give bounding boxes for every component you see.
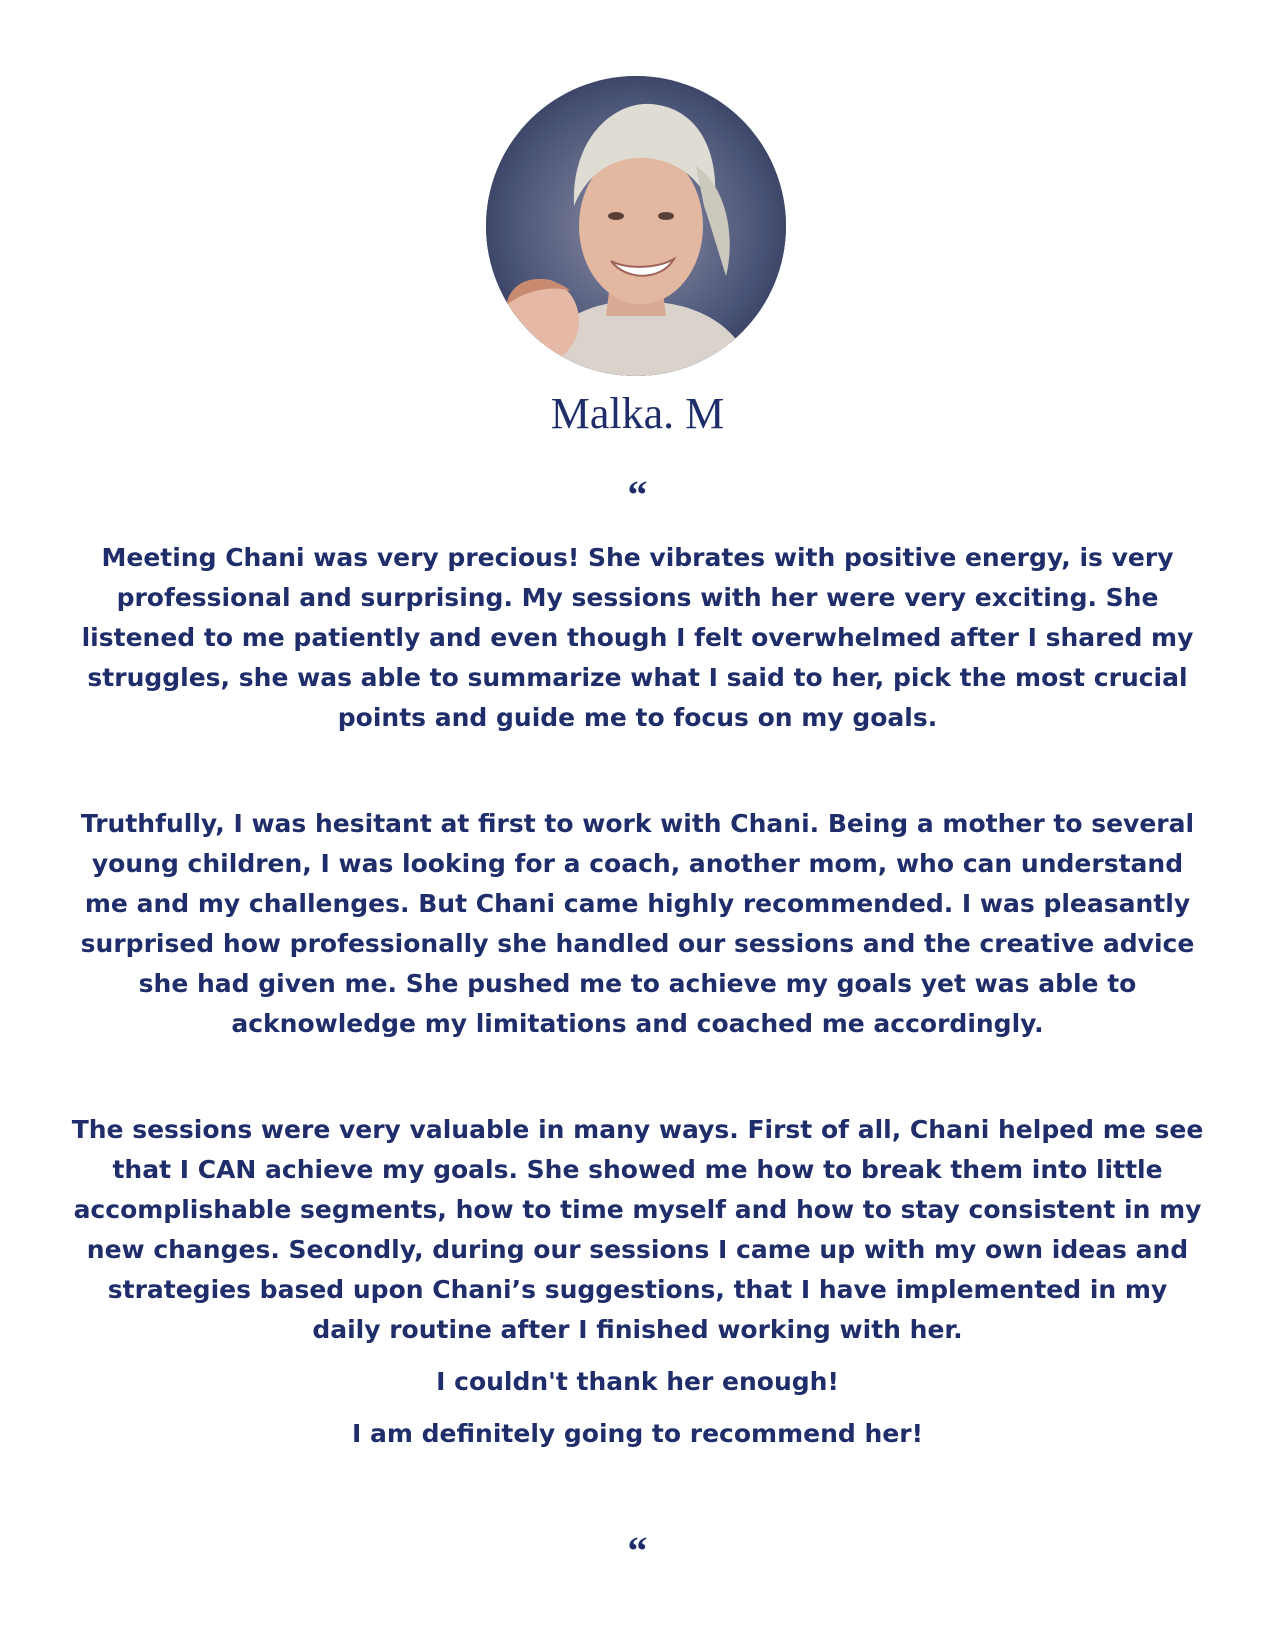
open-quote-icon: “ <box>627 472 648 517</box>
close-quote-icon: “ <box>627 1528 648 1573</box>
testimonial-paragraph: Truthfully, I was hesitant at first to work with Chani. Being a mother to several young children, I was looking for a coach, another mom, who can understand me and my challenges. But Chani came highly recommended. I was pleasantly surprised how professionally she handled our sessions and the creative advice she had given me. She pushed me to achieve my goals yet was able to acknowledge my limitations and coached me accordingly. <box>80 809 1195 1038</box>
testimonial-author-name: Malka. M <box>550 389 725 438</box>
avatar <box>486 76 786 376</box>
testimonial-closing-line: I am definitely going to recommend her! <box>352 1419 923 1448</box>
portrait-photo-icon <box>486 76 786 376</box>
testimonial-paragraph: Meeting Chani was very precious! She vibrates with positive energy, is very professional and surprising. My sessions with her were very exciting. She listened to me patiently and even though I felt overwhelmed after I shared my struggles, she was able to summarize what I said to her, pick the most crucial points and guide me to focus on my goals. <box>81 543 1194 732</box>
testimonial-paragraph: The sessions were very valuable in many ways. First of all, Chani helped me see that I CAN achieve my goals. She showed me how to break them into little accomplishable segments, how to time myself and how to stay consistent in my new changes. Secondly, during our sessions I came up with my own ideas and strategies based upon Chani’s suggestions, that I have implemented in my daily routine after I finished working with her. <box>71 1115 1204 1344</box>
testimonial-closing-line: I couldn't thank her enough! <box>436 1367 839 1396</box>
